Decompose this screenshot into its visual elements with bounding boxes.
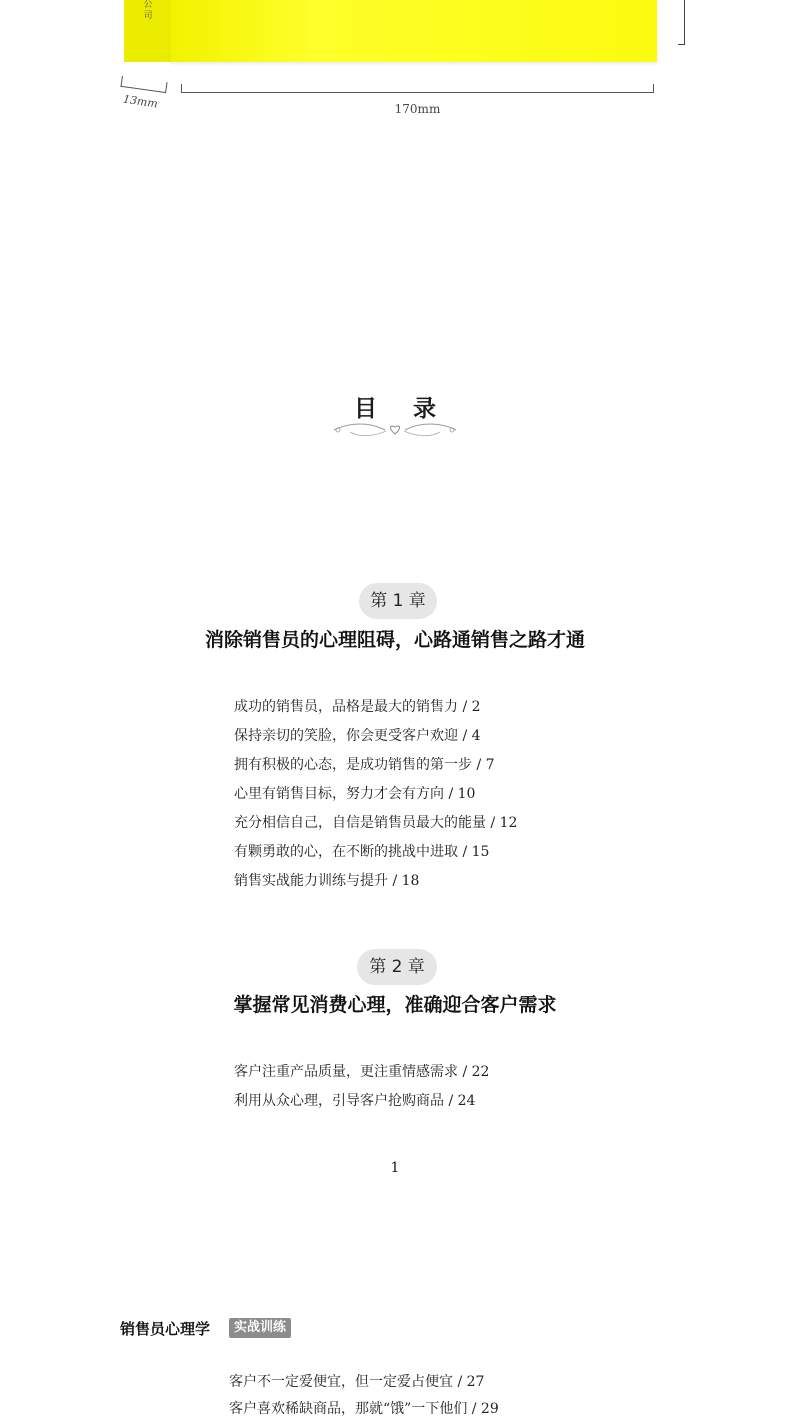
depth-label: 13mm xyxy=(122,92,159,111)
toc-entry: 有颗勇敢的心，在不断的挑战中进取 / 15 xyxy=(234,844,490,860)
running-head: 销售员心理学 xyxy=(120,1320,211,1338)
book-photo xyxy=(0,0,790,140)
toc-title: 目 录 xyxy=(353,395,450,422)
toc-entry: 保持亲切的笑脸，你会更受客户欢迎 / 4 xyxy=(234,728,481,744)
chapter-2-title: 掌握常见消费心理，准确迎合客户需求 xyxy=(233,994,557,1016)
page-number: 1 xyxy=(390,1160,400,1176)
chapter-2-entries xyxy=(234,1058,489,1116)
toc-entry: 心里有销售目标，努力才会有方向 / 10 xyxy=(234,786,476,802)
toc-entry: 客户不一定爱便宜，但一定爱占便宜 / 27 xyxy=(229,1374,485,1390)
toc-entry: 客户喜欢稀缺商品，那就“饿”一下他们 / 29 xyxy=(229,1401,499,1417)
width-dimension-line xyxy=(181,84,654,93)
book-front-cover xyxy=(170,0,657,62)
chapter-1-entries xyxy=(234,693,517,896)
height-dimension-line xyxy=(678,0,685,45)
chapter-1-title: 消除销售员的心理阻碍，心路通销售之路才通 xyxy=(204,629,585,651)
chapter-2-badge: 第 2 章 xyxy=(357,949,437,985)
width-label: 170mm xyxy=(394,102,441,116)
toc-entry: 客户注重产品质量，更注重情感需求 / 22 xyxy=(234,1064,490,1080)
toc-entry: 拥有积极的心态，是成功销售的第一步 / 7 xyxy=(234,757,495,773)
running-head-badge: 实战训练 xyxy=(229,1318,291,1338)
toc-entry: 成功的销售员，品格是最大的销售力 / 2 xyxy=(234,699,481,715)
toc-entry: 利用从众心理，引导客户抢购商品 / 24 xyxy=(234,1093,476,1109)
chapter-1-badge: 第 1 章 xyxy=(359,583,437,619)
depth-dimension-line xyxy=(120,76,167,93)
toc-entry: 充分相信自己，自信是销售员最大的能量 / 12 xyxy=(234,815,518,831)
toc-entry: 销售实战能力训练与提升 / 18 xyxy=(234,873,420,889)
spine-text: 公司 xyxy=(143,0,153,21)
ornament-flourish xyxy=(330,418,460,440)
